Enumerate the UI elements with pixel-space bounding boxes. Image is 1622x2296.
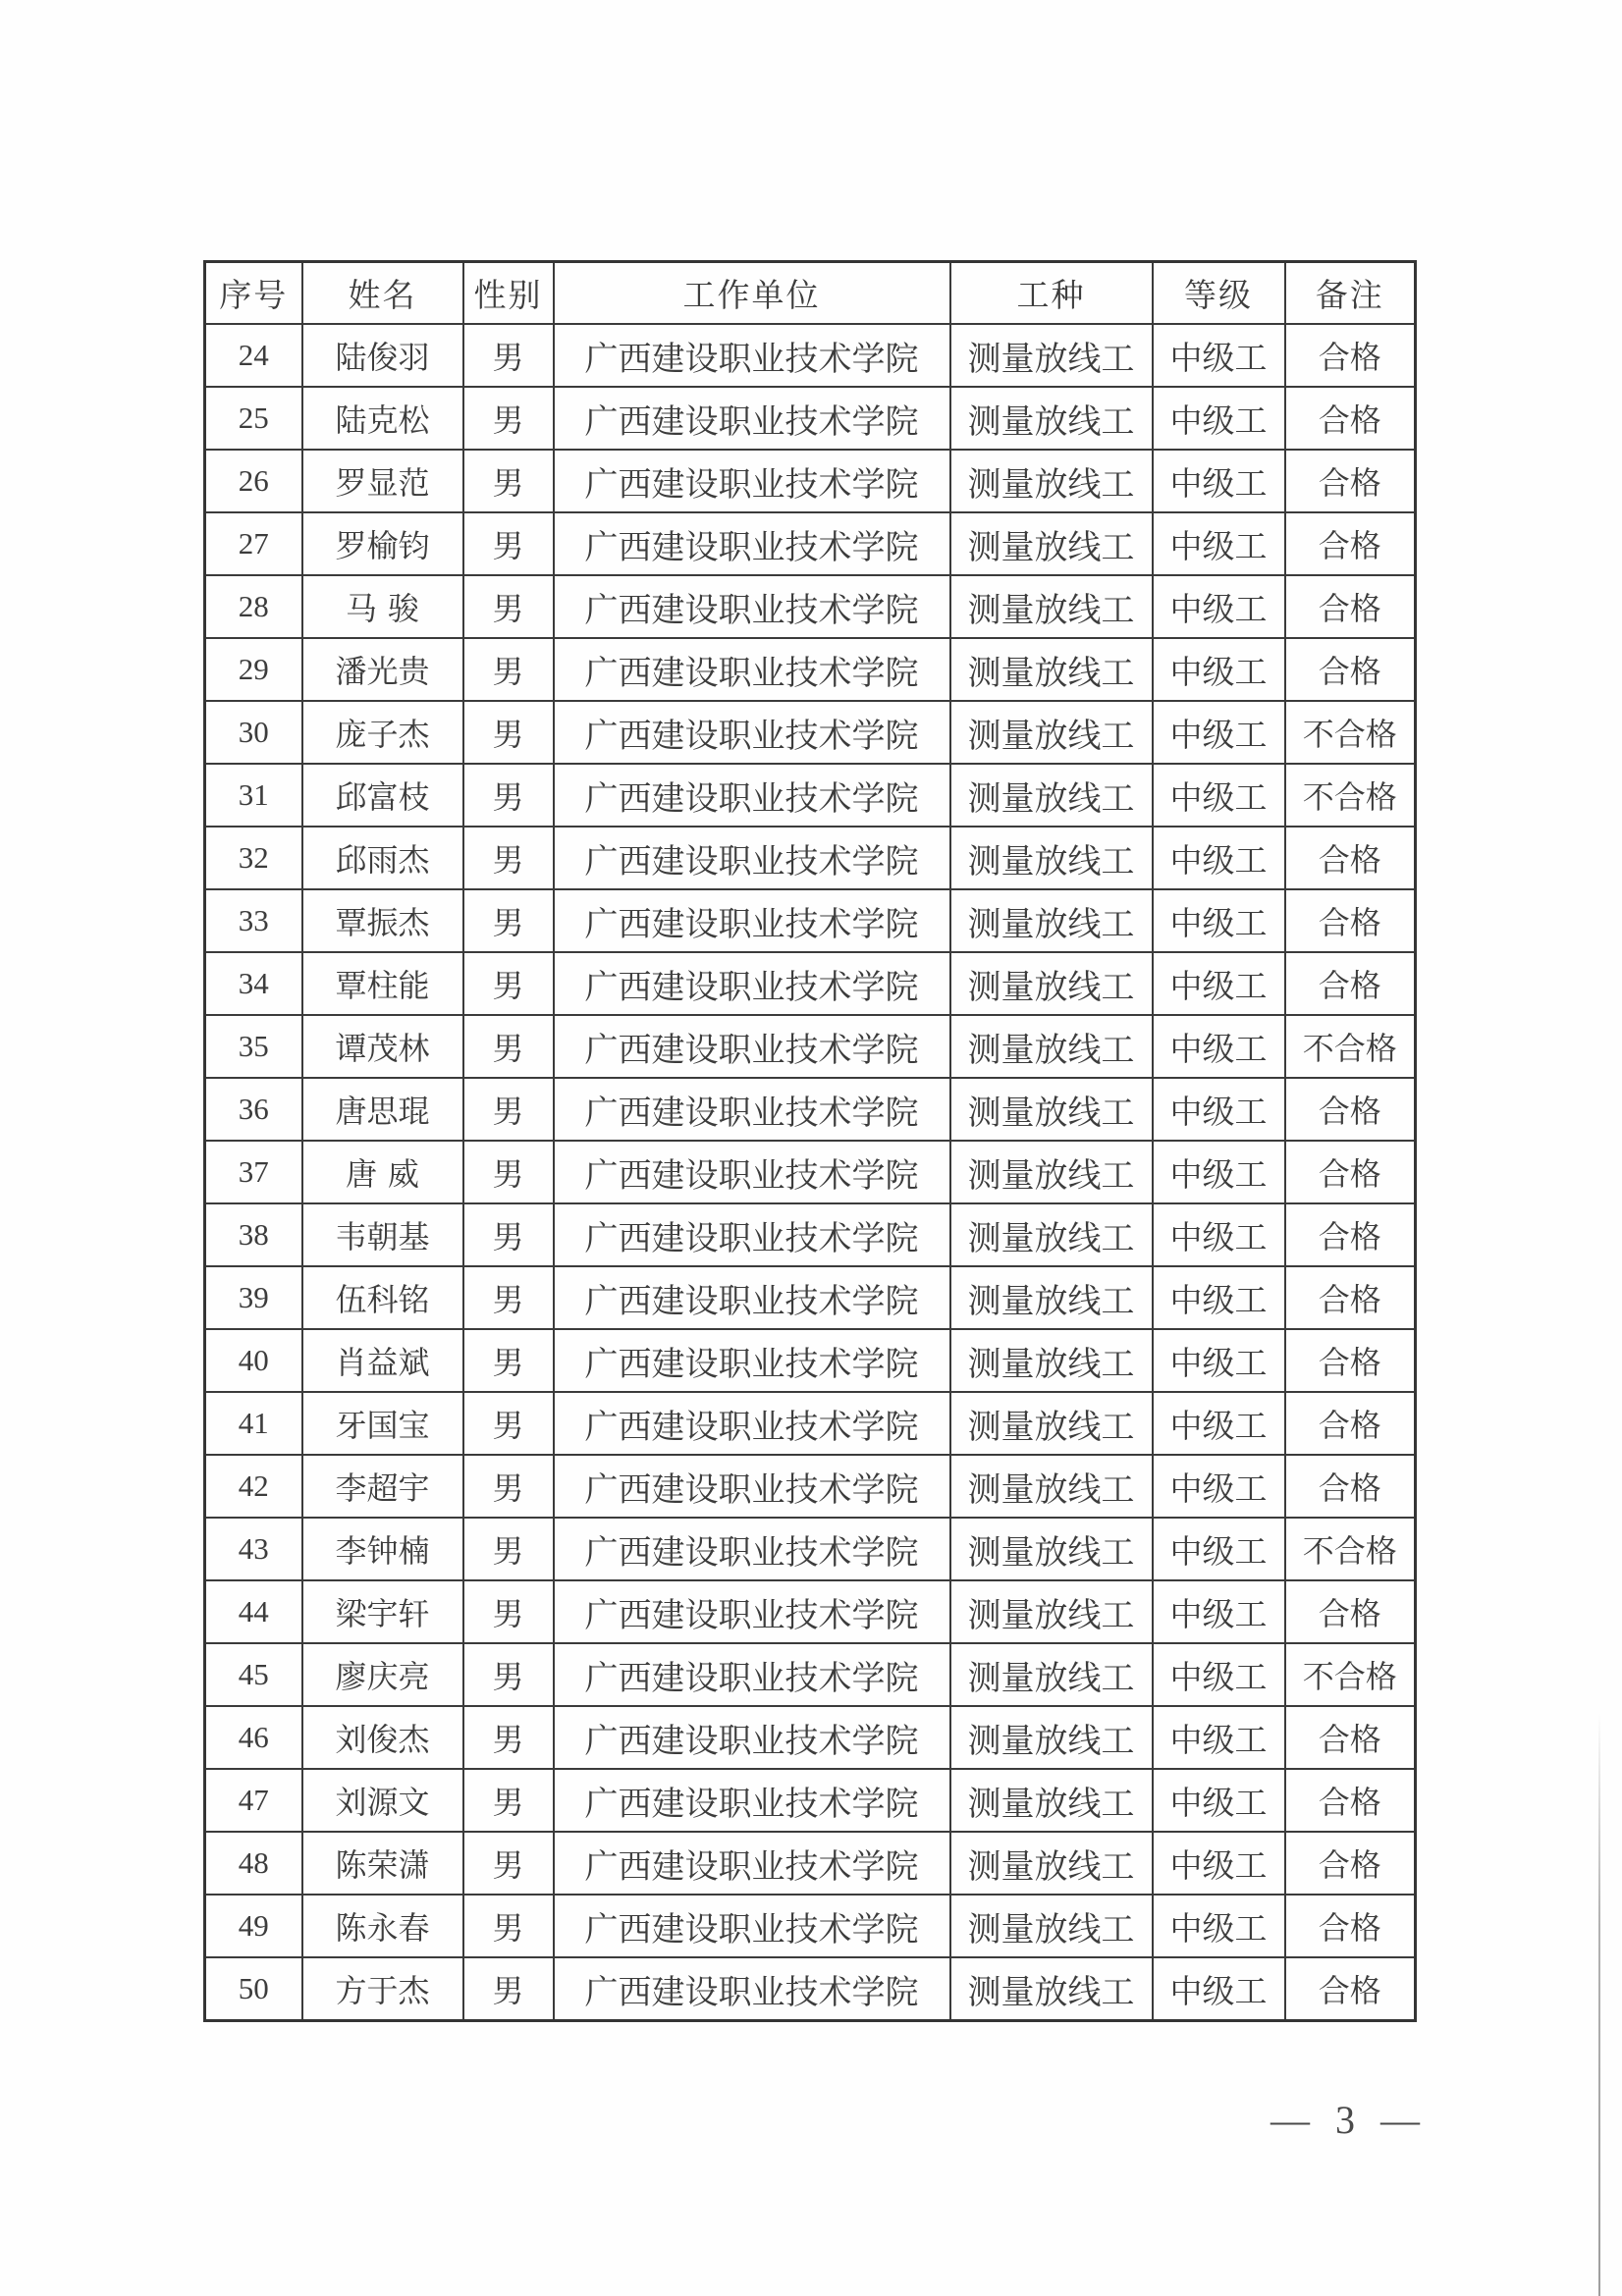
cell-name: 方于杰 bbox=[302, 1957, 463, 2021]
cell-work-unit: 广西建设职业技术学院 bbox=[554, 1769, 950, 1832]
cell-serial: 47 bbox=[205, 1769, 302, 1832]
cell-gender: 男 bbox=[463, 1203, 554, 1266]
cell-grade: 中级工 bbox=[1153, 889, 1285, 952]
cell-gender: 男 bbox=[463, 1141, 554, 1203]
table-row bbox=[205, 1643, 1416, 1706]
cell-serial: 43 bbox=[205, 1518, 302, 1580]
cell-work-unit: 广西建设职业技术学院 bbox=[554, 575, 950, 638]
table-row bbox=[205, 450, 1416, 512]
cell-gender: 男 bbox=[463, 324, 554, 387]
cell-name: 马骏 bbox=[302, 575, 463, 638]
cell-job-type: 测量放线工 bbox=[950, 1643, 1153, 1706]
cell-grade: 中级工 bbox=[1153, 1266, 1285, 1329]
cell-remark: 合格 bbox=[1285, 1706, 1416, 1769]
cell-remark: 合格 bbox=[1285, 1141, 1416, 1203]
cell-grade: 中级工 bbox=[1153, 1706, 1285, 1769]
cell-work-unit: 广西建设职业技术学院 bbox=[554, 1203, 950, 1266]
cell-remark: 合格 bbox=[1285, 1895, 1416, 1957]
table-body bbox=[205, 324, 1416, 2021]
cell-job-type: 测量放线工 bbox=[950, 512, 1153, 575]
cell-gender: 男 bbox=[463, 638, 554, 701]
cell-remark: 合格 bbox=[1285, 827, 1416, 889]
cell-grade: 中级工 bbox=[1153, 1329, 1285, 1392]
table-row bbox=[205, 1203, 1416, 1266]
cell-gender: 男 bbox=[463, 1580, 554, 1643]
cell-work-unit: 广西建设职业技术学院 bbox=[554, 1518, 950, 1580]
cell-name: 李钟楠 bbox=[302, 1518, 463, 1580]
cell-job-type: 测量放线工 bbox=[950, 1580, 1153, 1643]
table-row bbox=[205, 1078, 1416, 1141]
cell-grade: 中级工 bbox=[1153, 450, 1285, 512]
cell-name: 罗显范 bbox=[302, 450, 463, 512]
cell-grade: 中级工 bbox=[1153, 575, 1285, 638]
cell-gender: 男 bbox=[463, 1895, 554, 1957]
cell-work-unit: 广西建设职业技术学院 bbox=[554, 764, 950, 827]
cell-remark: 合格 bbox=[1285, 1769, 1416, 1832]
cell-job-type: 测量放线工 bbox=[950, 1895, 1153, 1957]
cell-gender: 男 bbox=[463, 1392, 554, 1455]
cell-job-type: 测量放线工 bbox=[950, 1832, 1153, 1895]
cell-job-type: 测量放线工 bbox=[950, 387, 1153, 450]
cell-remark: 合格 bbox=[1285, 1266, 1416, 1329]
cell-grade: 中级工 bbox=[1153, 512, 1285, 575]
header-cell-remark: 备注 bbox=[1285, 262, 1416, 325]
cell-name: 梁宇轩 bbox=[302, 1580, 463, 1643]
cell-job-type: 测量放线工 bbox=[950, 1769, 1153, 1832]
cell-work-unit: 广西建设职业技术学院 bbox=[554, 512, 950, 575]
cell-name: 肖益斌 bbox=[302, 1329, 463, 1392]
cell-work-unit: 广西建设职业技术学院 bbox=[554, 1580, 950, 1643]
cell-name: 刘源文 bbox=[302, 1769, 463, 1832]
table-row bbox=[205, 638, 1416, 701]
cell-job-type: 测量放线工 bbox=[950, 701, 1153, 764]
cell-job-type: 测量放线工 bbox=[950, 1078, 1153, 1141]
table-row bbox=[205, 1141, 1416, 1203]
cell-serial: 44 bbox=[205, 1580, 302, 1643]
table-row bbox=[205, 1706, 1416, 1769]
cell-serial: 41 bbox=[205, 1392, 302, 1455]
cell-work-unit: 广西建设职业技术学院 bbox=[554, 1392, 950, 1455]
cell-gender: 男 bbox=[463, 1015, 554, 1078]
cell-grade: 中级工 bbox=[1153, 1580, 1285, 1643]
table-row bbox=[205, 889, 1416, 952]
cell-gender: 男 bbox=[463, 952, 554, 1015]
cell-serial: 37 bbox=[205, 1141, 302, 1203]
cell-remark: 合格 bbox=[1285, 1580, 1416, 1643]
cell-remark: 合格 bbox=[1285, 387, 1416, 450]
cell-gender: 男 bbox=[463, 575, 554, 638]
cell-remark: 合格 bbox=[1285, 638, 1416, 701]
cell-serial: 46 bbox=[205, 1706, 302, 1769]
cell-grade: 中级工 bbox=[1153, 387, 1285, 450]
cell-serial: 50 bbox=[205, 1957, 302, 2021]
cell-serial: 24 bbox=[205, 324, 302, 387]
cell-serial: 40 bbox=[205, 1329, 302, 1392]
table-row bbox=[205, 701, 1416, 764]
cell-serial: 49 bbox=[205, 1895, 302, 1957]
cell-name: 陈荣潇 bbox=[302, 1832, 463, 1895]
cell-work-unit: 广西建设职业技术学院 bbox=[554, 1832, 950, 1895]
cell-serial: 38 bbox=[205, 1203, 302, 1266]
cell-work-unit: 广西建设职业技术学院 bbox=[554, 1015, 950, 1078]
cell-remark: 合格 bbox=[1285, 1203, 1416, 1266]
cell-name: 陆克松 bbox=[302, 387, 463, 450]
cell-gender: 男 bbox=[463, 1518, 554, 1580]
cell-gender: 男 bbox=[463, 1643, 554, 1706]
table-row bbox=[205, 764, 1416, 827]
header-cell-name: 姓名 bbox=[302, 262, 463, 325]
cell-grade: 中级工 bbox=[1153, 1518, 1285, 1580]
cell-job-type: 测量放线工 bbox=[950, 889, 1153, 952]
header-row bbox=[205, 262, 1416, 325]
cell-gender: 男 bbox=[463, 512, 554, 575]
cell-serial: 33 bbox=[205, 889, 302, 952]
cell-remark: 合格 bbox=[1285, 1392, 1416, 1455]
cell-gender: 男 bbox=[463, 1078, 554, 1141]
scan-artifact-line bbox=[1598, 1713, 1600, 2296]
cell-grade: 中级工 bbox=[1153, 1141, 1285, 1203]
cell-gender: 男 bbox=[463, 1455, 554, 1518]
cell-remark: 合格 bbox=[1285, 952, 1416, 1015]
cell-serial: 25 bbox=[205, 387, 302, 450]
cell-grade: 中级工 bbox=[1153, 1957, 1285, 2021]
cell-grade: 中级工 bbox=[1153, 1769, 1285, 1832]
cell-grade: 中级工 bbox=[1153, 1078, 1285, 1141]
cell-remark: 不合格 bbox=[1285, 764, 1416, 827]
cell-work-unit: 广西建设职业技术学院 bbox=[554, 1895, 950, 1957]
cell-work-unit: 广西建设职业技术学院 bbox=[554, 1706, 950, 1769]
cell-job-type: 测量放线工 bbox=[950, 1455, 1153, 1518]
cell-serial: 31 bbox=[205, 764, 302, 827]
cell-name: 伍科铭 bbox=[302, 1266, 463, 1329]
cell-serial: 34 bbox=[205, 952, 302, 1015]
cell-grade: 中级工 bbox=[1153, 827, 1285, 889]
cell-job-type: 测量放线工 bbox=[950, 1518, 1153, 1580]
cell-job-type: 测量放线工 bbox=[950, 1392, 1153, 1455]
cell-gender: 男 bbox=[463, 450, 554, 512]
table-header bbox=[205, 262, 1416, 325]
cell-work-unit: 广西建设职业技术学院 bbox=[554, 1078, 950, 1141]
roster-table bbox=[203, 260, 1417, 2022]
cell-work-unit: 广西建设职业技术学院 bbox=[554, 827, 950, 889]
cell-work-unit: 广西建设职业技术学院 bbox=[554, 1643, 950, 1706]
cell-serial: 26 bbox=[205, 450, 302, 512]
cell-work-unit: 广西建设职业技术学院 bbox=[554, 1329, 950, 1392]
cell-name: 唐思琨 bbox=[302, 1078, 463, 1141]
cell-name: 罗榆钧 bbox=[302, 512, 463, 575]
cell-name: 覃柱能 bbox=[302, 952, 463, 1015]
cell-gender: 男 bbox=[463, 1266, 554, 1329]
cell-name: 覃振杰 bbox=[302, 889, 463, 952]
cell-job-type: 测量放线工 bbox=[950, 1706, 1153, 1769]
cell-job-type: 测量放线工 bbox=[950, 638, 1153, 701]
cell-remark: 不合格 bbox=[1285, 1518, 1416, 1580]
cell-job-type: 测量放线工 bbox=[950, 450, 1153, 512]
cell-job-type: 测量放线工 bbox=[950, 764, 1153, 827]
cell-remark: 不合格 bbox=[1285, 1015, 1416, 1078]
cell-grade: 中级工 bbox=[1153, 1392, 1285, 1455]
cell-serial: 29 bbox=[205, 638, 302, 701]
table-row bbox=[205, 324, 1416, 387]
cell-remark: 合格 bbox=[1285, 1832, 1416, 1895]
cell-serial: 48 bbox=[205, 1832, 302, 1895]
cell-remark: 合格 bbox=[1285, 512, 1416, 575]
cell-name: 唐威 bbox=[302, 1141, 463, 1203]
cell-work-unit: 广西建设职业技术学院 bbox=[554, 1141, 950, 1203]
cell-grade: 中级工 bbox=[1153, 1895, 1285, 1957]
cell-job-type: 测量放线工 bbox=[950, 1329, 1153, 1392]
cell-job-type: 测量放线工 bbox=[950, 575, 1153, 638]
table-row bbox=[205, 952, 1416, 1015]
cell-work-unit: 广西建设职业技术学院 bbox=[554, 638, 950, 701]
header-cell-gender: 性别 bbox=[463, 262, 554, 325]
cell-serial: 30 bbox=[205, 701, 302, 764]
cell-work-unit: 广西建设职业技术学院 bbox=[554, 1266, 950, 1329]
cell-name: 韦朝基 bbox=[302, 1203, 463, 1266]
table-row bbox=[205, 1392, 1416, 1455]
cell-serial: 42 bbox=[205, 1455, 302, 1518]
table-row bbox=[205, 1266, 1416, 1329]
cell-serial: 27 bbox=[205, 512, 302, 575]
cell-name: 潘光贵 bbox=[302, 638, 463, 701]
header-cell-job-type: 工种 bbox=[950, 262, 1153, 325]
table-row bbox=[205, 575, 1416, 638]
cell-name: 牙国宝 bbox=[302, 1392, 463, 1455]
cell-work-unit: 广西建设职业技术学院 bbox=[554, 952, 950, 1015]
cell-grade: 中级工 bbox=[1153, 638, 1285, 701]
cell-job-type: 测量放线工 bbox=[950, 952, 1153, 1015]
cell-remark: 合格 bbox=[1285, 1078, 1416, 1141]
cell-grade: 中级工 bbox=[1153, 1832, 1285, 1895]
cell-gender: 男 bbox=[463, 1706, 554, 1769]
cell-name: 邱富枝 bbox=[302, 764, 463, 827]
cell-job-type: 测量放线工 bbox=[950, 1266, 1153, 1329]
cell-job-type: 测量放线工 bbox=[950, 1203, 1153, 1266]
cell-grade: 中级工 bbox=[1153, 1015, 1285, 1078]
cell-remark: 合格 bbox=[1285, 575, 1416, 638]
header-cell-work-unit: 工作单位 bbox=[554, 262, 950, 325]
cell-grade: 中级工 bbox=[1153, 1643, 1285, 1706]
cell-job-type: 测量放线工 bbox=[950, 1957, 1153, 2021]
cell-gender: 男 bbox=[463, 387, 554, 450]
table-row bbox=[205, 1580, 1416, 1643]
cell-grade: 中级工 bbox=[1153, 952, 1285, 1015]
cell-name: 陆俊羽 bbox=[302, 324, 463, 387]
page-number: — 3 — bbox=[1271, 2098, 1420, 2142]
cell-remark: 合格 bbox=[1285, 889, 1416, 952]
cell-gender: 男 bbox=[463, 701, 554, 764]
cell-work-unit: 广西建设职业技术学院 bbox=[554, 450, 950, 512]
header-cell-grade: 等级 bbox=[1153, 262, 1285, 325]
cell-job-type: 测量放线工 bbox=[950, 324, 1153, 387]
table-row bbox=[205, 1518, 1416, 1580]
cell-remark: 不合格 bbox=[1285, 701, 1416, 764]
cell-grade: 中级工 bbox=[1153, 701, 1285, 764]
cell-gender: 男 bbox=[463, 764, 554, 827]
table-row bbox=[205, 1015, 1416, 1078]
cell-gender: 男 bbox=[463, 1957, 554, 2021]
cell-gender: 男 bbox=[463, 889, 554, 952]
cell-gender: 男 bbox=[463, 827, 554, 889]
cell-grade: 中级工 bbox=[1153, 764, 1285, 827]
cell-remark: 合格 bbox=[1285, 324, 1416, 387]
cell-work-unit: 广西建设职业技术学院 bbox=[554, 701, 950, 764]
cell-serial: 32 bbox=[205, 827, 302, 889]
cell-gender: 男 bbox=[463, 1329, 554, 1392]
cell-work-unit: 广西建设职业技术学院 bbox=[554, 324, 950, 387]
cell-name: 邱雨杰 bbox=[302, 827, 463, 889]
table-row bbox=[205, 1832, 1416, 1895]
table-row bbox=[205, 827, 1416, 889]
cell-remark: 不合格 bbox=[1285, 1643, 1416, 1706]
table-row bbox=[205, 1769, 1416, 1832]
cell-name: 陈永春 bbox=[302, 1895, 463, 1957]
cell-work-unit: 广西建设职业技术学院 bbox=[554, 889, 950, 952]
cell-grade: 中级工 bbox=[1153, 1203, 1285, 1266]
cell-name: 李超宇 bbox=[302, 1455, 463, 1518]
cell-remark: 合格 bbox=[1285, 450, 1416, 512]
cell-name: 刘俊杰 bbox=[302, 1706, 463, 1769]
cell-name: 廖庆亮 bbox=[302, 1643, 463, 1706]
table-row bbox=[205, 1329, 1416, 1392]
cell-grade: 中级工 bbox=[1153, 1455, 1285, 1518]
table-row bbox=[205, 1455, 1416, 1518]
cell-serial: 36 bbox=[205, 1078, 302, 1141]
cell-remark: 合格 bbox=[1285, 1455, 1416, 1518]
cell-work-unit: 广西建设职业技术学院 bbox=[554, 1957, 950, 2021]
header-cell-serial: 序号 bbox=[205, 262, 302, 325]
table-row bbox=[205, 387, 1416, 450]
table-row bbox=[205, 512, 1416, 575]
table-row bbox=[205, 1957, 1416, 2021]
cell-work-unit: 广西建设职业技术学院 bbox=[554, 387, 950, 450]
cell-remark: 合格 bbox=[1285, 1329, 1416, 1392]
cell-serial: 39 bbox=[205, 1266, 302, 1329]
cell-serial: 28 bbox=[205, 575, 302, 638]
cell-work-unit: 广西建设职业技术学院 bbox=[554, 1455, 950, 1518]
cell-grade: 中级工 bbox=[1153, 324, 1285, 387]
cell-job-type: 测量放线工 bbox=[950, 1141, 1153, 1203]
cell-job-type: 测量放线工 bbox=[950, 1015, 1153, 1078]
cell-job-type: 测量放线工 bbox=[950, 827, 1153, 889]
cell-gender: 男 bbox=[463, 1832, 554, 1895]
cell-serial: 35 bbox=[205, 1015, 302, 1078]
cell-serial: 45 bbox=[205, 1643, 302, 1706]
cell-name: 谭茂林 bbox=[302, 1015, 463, 1078]
cell-gender: 男 bbox=[463, 1769, 554, 1832]
cell-remark: 合格 bbox=[1285, 1957, 1416, 2021]
cell-name: 庞子杰 bbox=[302, 701, 463, 764]
table-row bbox=[205, 1895, 1416, 1957]
